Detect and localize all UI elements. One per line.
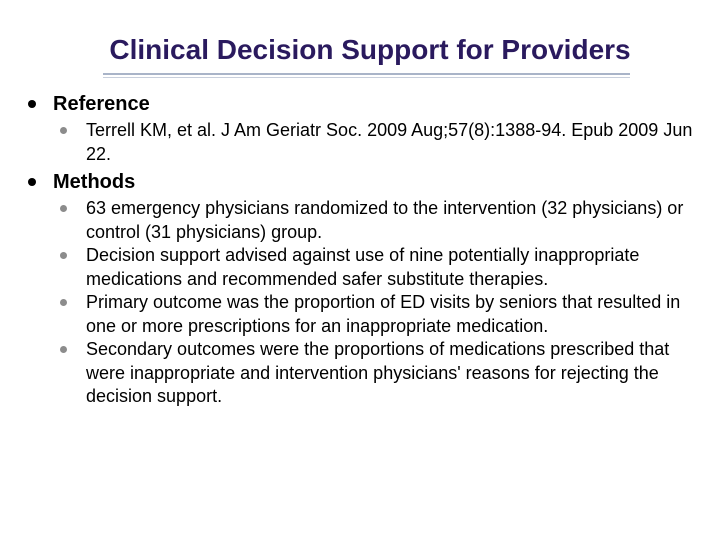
- list-item-text: Decision support advised against use of nine potentially inappropriate medications and recommended safer substitute therapies.: [86, 245, 640, 289]
- slide-title: Clinical Decision Support for Providers: [109, 34, 631, 65]
- list-item-text: Primary outcome was the proportion of ED visits by seniors that resulted in one or more prescriptions for an inappropriate medication.: [86, 292, 681, 336]
- bullet-icon: [28, 100, 36, 108]
- list-item: [57, 119, 694, 166]
- section-heading-text: Methods: [53, 171, 136, 193]
- methods-list: [57, 197, 694, 409]
- title-underline: [103, 73, 630, 75]
- bullet-icon: [28, 178, 36, 186]
- sub-bullet-icon: [60, 299, 67, 306]
- section-heading-methods: [24, 170, 694, 194]
- list-item: [57, 291, 694, 338]
- sub-bullet-icon: [60, 252, 67, 259]
- list-item: [57, 244, 694, 291]
- section-heading-reference: [24, 92, 694, 116]
- slide-content: [24, 92, 694, 413]
- list-item-text: Terrell KM, et al. J Am Geriatr Soc. 2009 Aug;57(8):1388-94. Epub 2009 Jun 22.: [86, 120, 693, 164]
- list-item-text: 63 emergency physicians randomized to the intervention (32 physicians) or control (31 physicians) group.: [86, 198, 684, 242]
- sub-bullet-icon: [60, 346, 67, 353]
- section-heading-text: Reference: [53, 93, 150, 115]
- title-underline-secondary: [103, 77, 630, 78]
- reference-list: [57, 119, 694, 166]
- sub-bullet-icon: [60, 127, 67, 134]
- list-item: [57, 338, 694, 409]
- list-item-text: Secondary outcomes were the proportions of medications prescribed that were inappropriate and intervention physicians' reasons for rejecting the decision support.: [86, 339, 670, 406]
- sub-bullet-icon: [60, 205, 67, 212]
- list-item: [57, 197, 694, 244]
